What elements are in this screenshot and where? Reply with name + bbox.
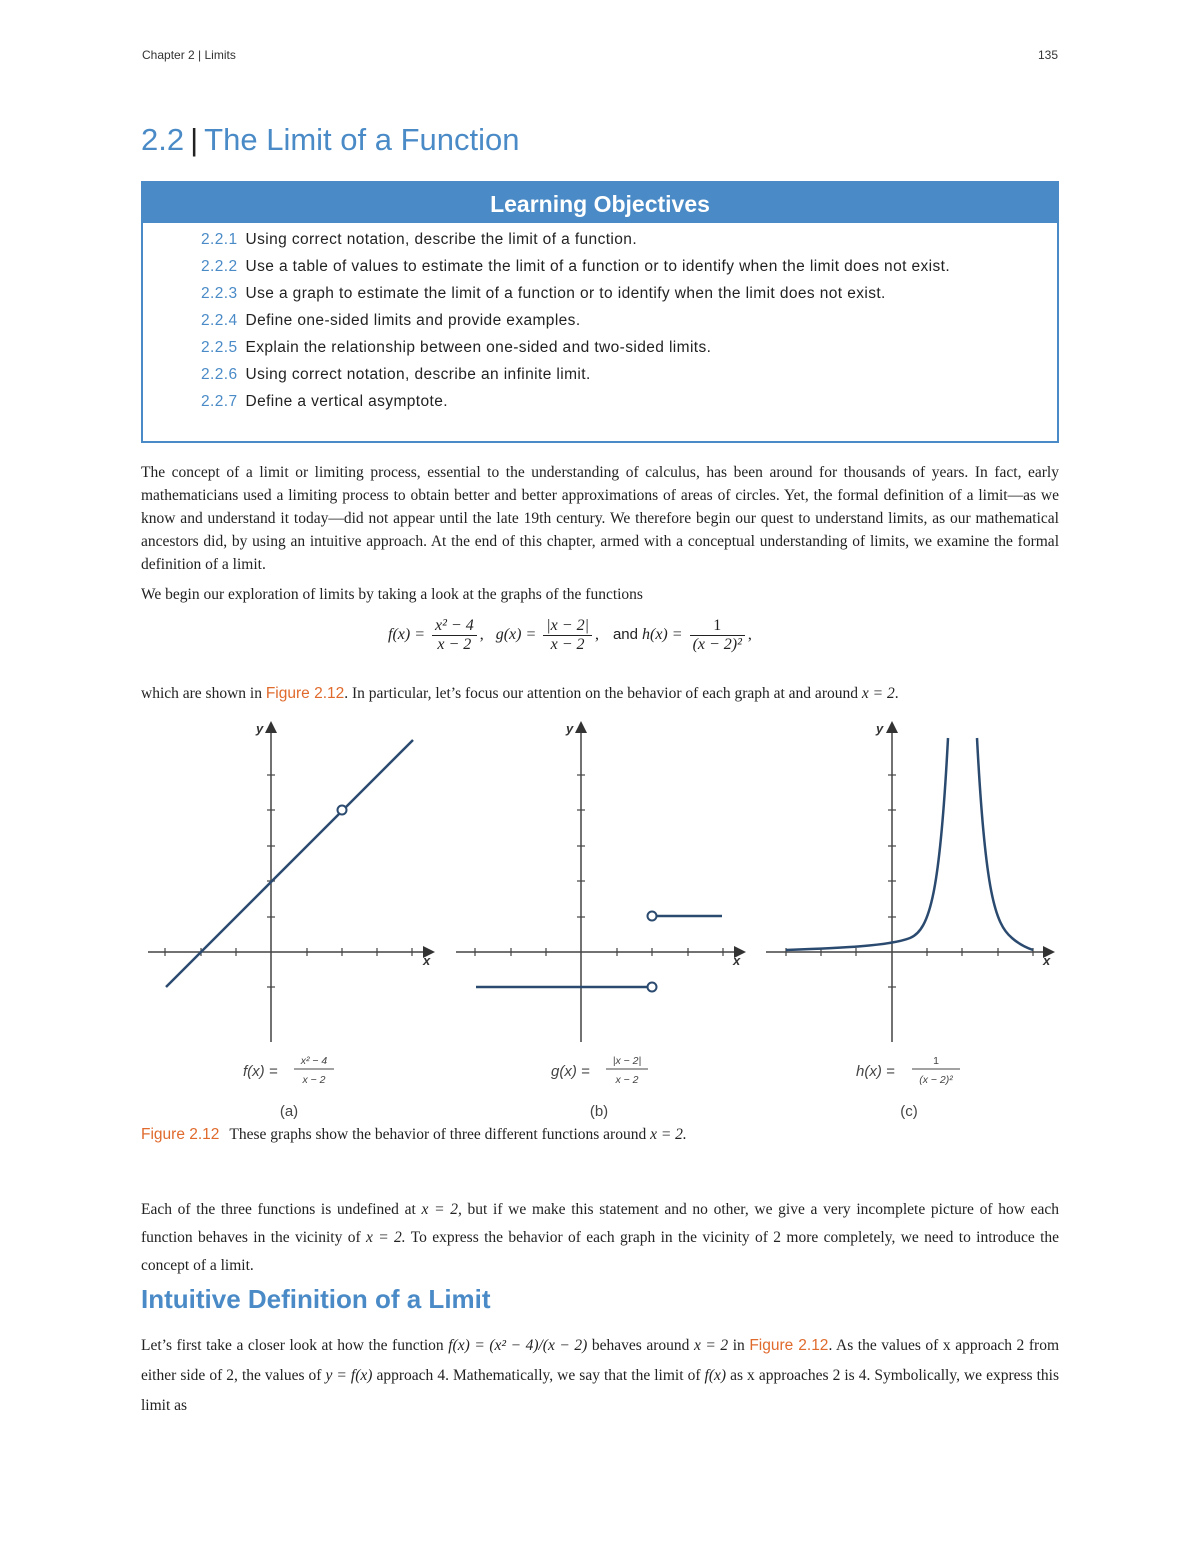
objective-item: [201, 337, 1003, 358]
closer-look-paragraph: [141, 1331, 1059, 1421]
math-inline: f(x) = (x² − 4)/(x − 2): [448, 1337, 588, 1354]
objective-item: [201, 391, 1003, 412]
math-inline: y = f(x): [325, 1367, 373, 1384]
objective-code: 2.2.1: [201, 231, 238, 248]
g-fraction: [543, 617, 592, 654]
figure-2-12: [140, 712, 1060, 1132]
section-heading: The Limit of a Function: [204, 122, 520, 157]
math-inline: x = 2: [693, 1337, 729, 1354]
figure-caption-math: x = 2.: [650, 1126, 687, 1143]
h-definition-lhs: h(x) =: [642, 626, 683, 644]
objective-text: Explain the relationship between one-sided and two-sided limits.: [245, 339, 712, 356]
figure-caption-label: Figure 2.12: [141, 1126, 220, 1143]
math-inline: x = 2.: [365, 1229, 406, 1246]
learning-objectives-box: [141, 181, 1059, 443]
panel-b-ticks: [475, 775, 723, 987]
text-run: Each of the three functions is undefined at: [141, 1201, 422, 1218]
panel-a-function-lhs: f(x) =: [243, 1063, 278, 1080]
objective-code: 2.2.4: [201, 312, 238, 329]
text-run: . In particular, let’s focus our attention on the behavior of each graph at and around: [344, 685, 862, 702]
panel-c-ticks: [786, 775, 1033, 987]
text-run: behaves around: [587, 1337, 694, 1354]
figure-reference-paragraph: [141, 682, 1059, 705]
panel-a-function-numerator: x² − 4: [300, 1055, 328, 1067]
panel-b-y-label: y: [566, 721, 574, 736]
section-title: [141, 122, 520, 158]
math-inline: f(x): [704, 1367, 727, 1384]
panel-a-label: (a): [279, 1103, 299, 1120]
f-definition-lhs: f(x) =: [388, 626, 425, 644]
panel-b-function-numerator: |x − 2|: [612, 1055, 642, 1067]
text-run: approach 4. Mathematically, we say that the limit of: [372, 1367, 705, 1384]
panel-b-function-lhs: g(x) =: [551, 1063, 590, 1080]
panel-c-function-denominator: (x − 2)²: [919, 1074, 953, 1086]
functions-equation: [388, 617, 752, 654]
page-number: 135: [1037, 48, 1058, 62]
objective-text: Using correct notation, describe the limit of a function.: [245, 231, 638, 248]
objective-text: Define a vertical asymptote.: [245, 393, 448, 410]
panel-b-left-hole: [648, 983, 657, 992]
intro-paragraph: The concept of a limit or limiting process, essential to the understanding of calculus, has been around for thousands of years. In fact, early mathematicians used a limiting process to obtain better and better approximations of areas of circles. Yet, the formal definition of a limit—as we know and understand it today—did not appear until the late 19th century. We therefore begin our quest to understand limits, as our mathematical ancestors did, by using an intuitive approach. At the end of this chapter, armed with a conceptual understanding of limits, we examine the formal definition of a limit.: [141, 464, 1059, 573]
panel-a-y-label: y: [256, 721, 264, 736]
objective-text: Use a table of values to estimate the limit of a function or to identify when the limit does not exist.: [245, 258, 951, 275]
eq-end: ,: [747, 626, 752, 644]
panel-c-function-lhs: h(x) =: [856, 1063, 895, 1080]
panel-b-x-label: x: [733, 953, 741, 968]
figure-caption: [141, 1126, 687, 1144]
h-numerator: 1: [690, 617, 745, 636]
panel-b-graph: [456, 721, 743, 1120]
panel-a-x-label: x: [423, 953, 431, 968]
running-head: [142, 48, 1058, 68]
panel-b-label: (b): [589, 1103, 609, 1120]
panel-a-ticks: [165, 775, 412, 987]
panel-c-x-label: x: [1043, 953, 1051, 968]
learning-objectives-list: [143, 223, 1057, 412]
objective-item: [201, 283, 1003, 304]
panel-a-graph: [148, 721, 432, 1120]
text-run: as x approaches 2 is 4. Symbolically, we express this limit as: [141, 1367, 1060, 1414]
panel-c-left-branch: [786, 738, 948, 950]
figure-caption-text: These graphs show the behavior of three different functions around: [229, 1126, 651, 1143]
objective-code: 2.2.5: [201, 339, 238, 356]
h-denominator: (x − 2)²: [692, 636, 742, 653]
panel-a-function-denominator: x − 2: [302, 1074, 326, 1086]
objective-code: 2.2.3: [201, 285, 238, 302]
g-definition-lhs: g(x) =: [495, 626, 537, 644]
text-run: Let’s first take a closer look at how the function: [141, 1337, 449, 1354]
figure-link[interactable]: Figure 2.12: [265, 685, 345, 702]
subsection-title: Intuitive Definition of a Limit: [141, 1284, 491, 1314]
objective-item: [201, 256, 1003, 277]
objective-text: Use a graph to estimate the limit of a function or to identify when the limit does not exist.: [245, 285, 886, 302]
eq-separator: ,: [594, 626, 599, 644]
objective-code: 2.2.6: [201, 366, 238, 383]
panel-c-y-label: y: [876, 721, 884, 736]
objective-code: 2.2.7: [201, 393, 238, 410]
math-inline: x = 2: [861, 685, 895, 702]
text-run: but if we make this statement and no other, we give a very incomplete picture of how each function behaves in the vicinity of: [141, 1201, 1059, 1246]
panel-b-right-hole: [648, 912, 657, 921]
panel-b-function-denominator: x − 2: [615, 1074, 639, 1086]
panel-a-hole-point: [338, 806, 347, 815]
objective-text: Using correct notation, describe an infinite limit.: [245, 366, 591, 383]
objective-item: [201, 364, 1003, 385]
figure-link[interactable]: Figure 2.12: [749, 1337, 829, 1354]
objective-item: [201, 310, 1003, 331]
objective-code: 2.2.2: [201, 258, 238, 275]
eq-and-word: and: [612, 626, 638, 644]
objective-text: Define one-sided limits and provide examples.: [245, 312, 581, 329]
figure-graphs: [140, 712, 1060, 1132]
section-separator: |: [190, 122, 199, 157]
panel-a-function-line: [166, 740, 413, 987]
math-inline: x = 2,: [421, 1201, 462, 1218]
panel-c-function-numerator: 1: [933, 1055, 939, 1067]
g-denominator: x − 2: [550, 636, 585, 653]
undefined-paragraph: [141, 1196, 1059, 1280]
h-fraction: [690, 617, 745, 654]
begin-paragraph: We begin our exploration of limits by taking a look at the graphs of the functions: [141, 586, 643, 603]
panel-c-label: (c): [900, 1103, 918, 1120]
text-run: .: [894, 685, 899, 702]
f-fraction: [432, 617, 477, 654]
f-numerator: x² − 4: [432, 617, 477, 636]
objective-item: [201, 229, 1003, 250]
chapter-label: Chapter 2 | Limits: [142, 48, 236, 62]
f-denominator: x − 2: [437, 636, 472, 653]
g-numerator: |x − 2|: [543, 617, 592, 636]
text-run: which are shown in: [141, 685, 266, 702]
panel-c-right-branch: [977, 738, 1033, 950]
learning-objectives-heading: Learning Objectives: [143, 183, 1057, 223]
eq-separator: ,: [479, 626, 484, 644]
panel-c-graph: [766, 721, 1052, 1120]
text-run: To express the behavior of each graph in the vicinity of 2 more completely, we need to introduce the concept of a limit.: [141, 1229, 1060, 1274]
text-run: in: [728, 1337, 750, 1354]
section-number: 2.2: [141, 122, 185, 157]
text-run: . As the values of x approach 2 from either side of 2, the values of: [141, 1337, 1059, 1384]
